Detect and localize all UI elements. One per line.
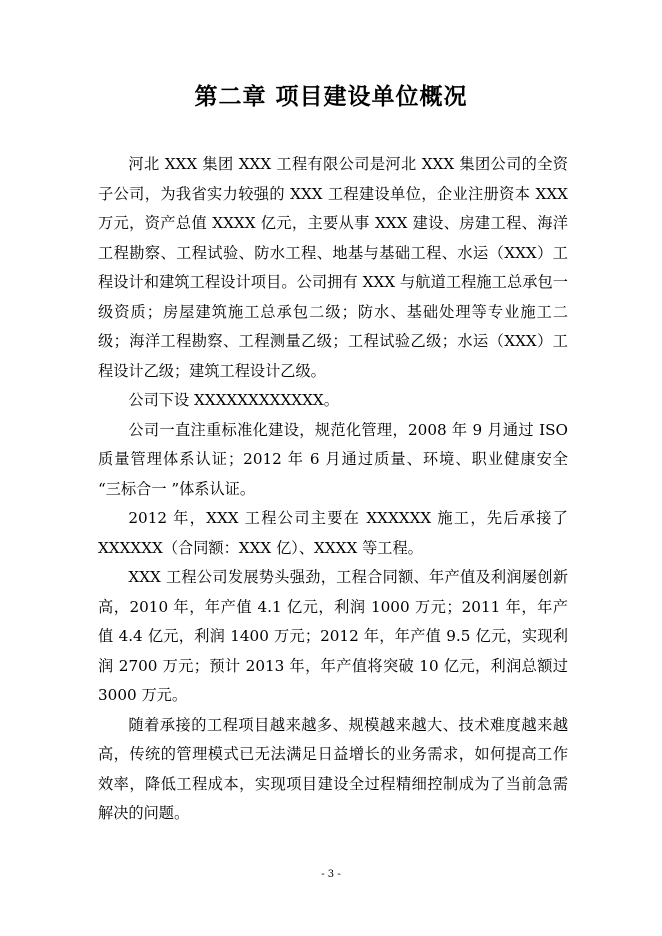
paragraph-growth: XXX 工程公司发展势头强劲，工程合同额、年产值及利润屡创新高，2010 年，年产值 4.1 亿元，利润 1000 万元；2011 年，年产值 4.4 亿元，利润 1400 万元；2012 年，年产值 9.5 亿元，实现利润 2700 万元；预计 2013 年，年产值将突破 10 亿元，利润总额过 3000 万元。 [98, 568, 568, 704]
paragraph-subsidiaries: 公司下设 XXXXXXXXXXXX。 [128, 391, 339, 409]
paragraph-certification: 公司一直注重标准化建设，规范化管理，2008 年 9 月通过 ISO 质量管理体系认证；2012 年 6 月通过质量、环境、职业健康安全 “三标合一 ”体系认证。 [98, 420, 568, 498]
chapter-title: 第二章 项目建设单位概况 [194, 84, 468, 110]
body-text [98, 150, 568, 829]
paragraph-company-overview: 河北 XXX 集团 XXX 工程有限公司是河北 XXX 集团公司的全资子公司，为我省实力较强的 XXX 工程建设单位，企业注册资本 XXX 万元，资产总值 XXXX 亿元，主要从事 XXX 建设、房建工程、海洋工程勘察、工程试验、防水工程、地基与基础工程、水运（XXX）工程设计和建筑工程设计项目。公司拥有 XXX 与航道工程施工总承包一级资质；房屋建筑施工总承包二级；防水、基础处理等专业施工二级；海洋工程勘察、工程测量乙级；工程试验乙级；水运（XXX）工程设计乙级；建筑工程设计乙级。 [98, 155, 568, 380]
paragraph-projects-2012: 2012 年，XXX 工程公司主要在 XXXXXX 施工，先后承接了 XXXXXX（合同额：XXX 亿）、XXXX 等工程。 [98, 509, 568, 557]
paragraph-management-need: 随着承接的工程项目越来越多、规模越来越大、技术难度越来越高，传统的管理模式已无法满足日益增长的业务需求，如何提高工作效率，降低工程成本，实现项目建设全过程精细控制成为了当前急需解决的问题。 [98, 715, 568, 822]
page-number: - 3 - [321, 869, 341, 880]
